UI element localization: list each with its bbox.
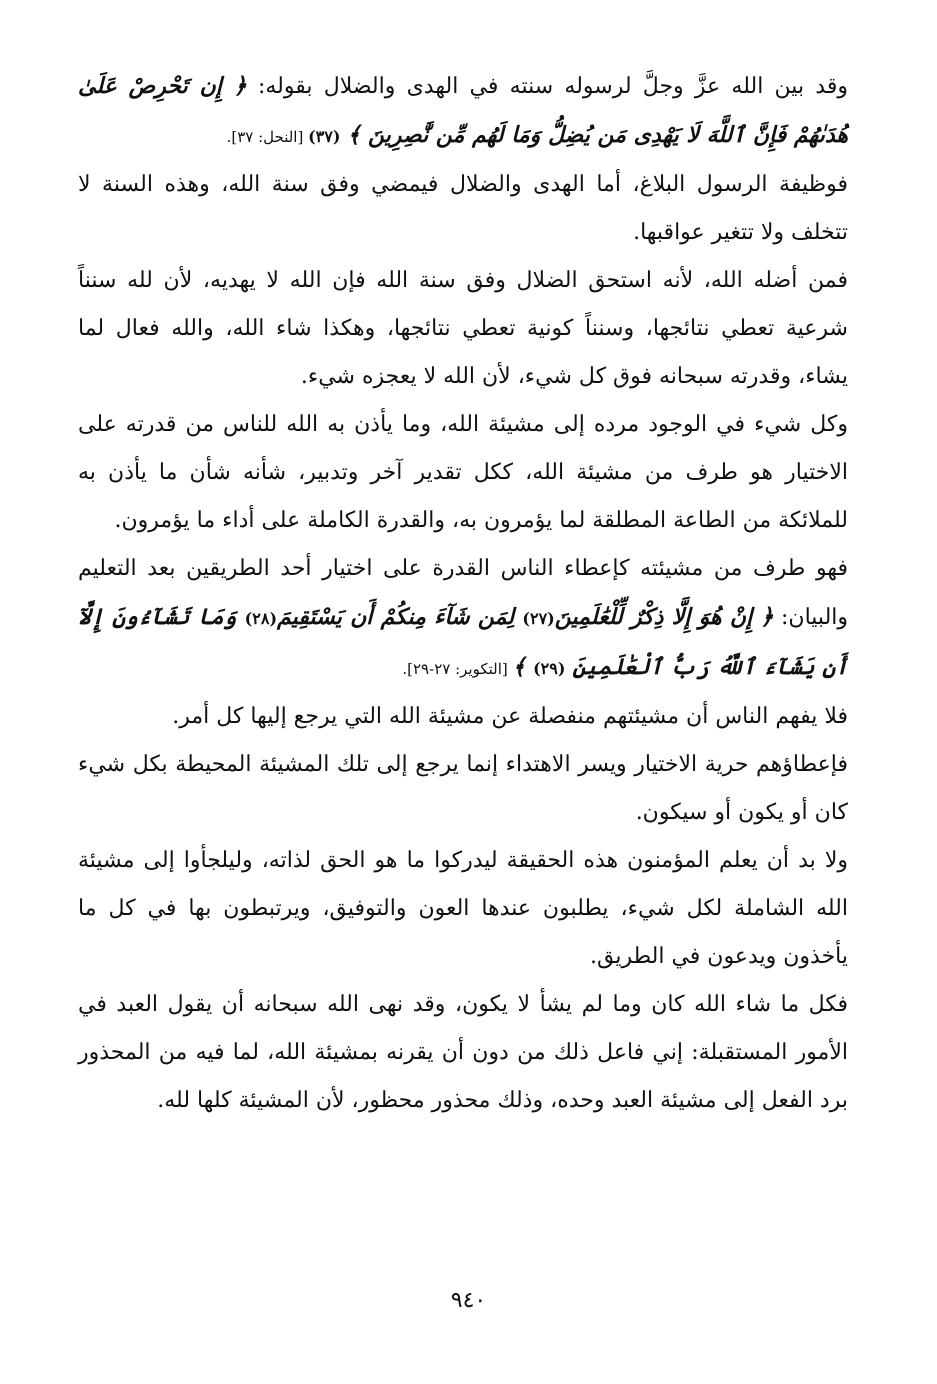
- verse-reference: [التكوير: ٢٧-٢٩].: [402, 660, 513, 678]
- page-number: ٩٤٠: [450, 1288, 487, 1313]
- paragraph-3: فمن أضله الله، لأنه استحق الضلال وفق سنة الله فإن الله لا يهديه، لأن لله سنناً شرعية تعطي نتائجها، وسنناً كونية تعطي نتائجها، وهكذا شاء الله، والله فعال لما يشاء، وقدرته سبحانه فوق كل شيء، لأن الله لا يعجزه شيء.: [78, 268, 848, 389]
- verse-reference: [النحل: ٣٧].: [226, 128, 309, 146]
- paragraph-1: [78, 62, 848, 161]
- paragraph-5-lead: فهو طرف من مشيئته كإعطاء الناس القدرة على اختيار أحد الطريقين بعد التعليم والبيان:: [78, 556, 849, 630]
- quran-verse-takwir-28: لِمَن شَآءَ مِنكُمْ أَن يَسْتَقِيمَ: [277, 604, 523, 630]
- paragraph-2: فوظيفة الرسول البلاغ، أما الهدى والضلال فيمضي وفق سنة الله، وهذه السنة لا تتخلف ولا تتغير عواقبها.: [78, 172, 848, 245]
- verse-number: (٢٧): [522, 609, 555, 628]
- page-body: [78, 62, 848, 1125]
- verse-number: (٢٨): [244, 609, 278, 628]
- quran-verse-takwir-27: ﴿ إِنْ هُوَ إِلَّا ذِكْرٌ لِّلْعَٰلَمِينَ: [554, 604, 774, 630]
- paragraph-9: فكل ما شاء الله كان وما لم يشأ لا يكون، وقد نهى الله سبحانه أن يقول العبد في الأمور المستقبلة: إني فاعل ذلك من دون أن يقرنه بمشيئة الله، لما فيه من المحذور برد الفعل إلى مشيئة العبد وحده، وذلك محذور محظور، لأن المشيئة كلها لله.: [78, 992, 848, 1113]
- verse-number: (٣٧): [308, 127, 341, 146]
- paragraph-7: فإعطاؤهم حرية الاختيار ويسر الاهتداء إنما يرجع إلى تلك المشيئة المحيطة بكل شيء كان أو يكون أو سيكون.: [78, 752, 848, 825]
- quran-verse-nahl: ﴿ إِن تَحْرِصْ عَلَىٰ هُدَىٰهُمْ فَإِنَّ ٱللَّهَ لَا يَهْدِى مَن يُضِلُّ وَمَا لَهُم مِّن نَّٰصِرِينَ ﴾: [78, 73, 848, 148]
- verse-number: (٢٩): [533, 659, 566, 678]
- paragraph-8: ولا بد أن يعلم المؤمنون هذه الحقيقة ليدركوا ما هو الحق لذاته، وليلجأوا إلى مشيئة الله الشاملة لكل شيء، يطلبون عندها العون والتوفيق، ويرتبطون بها في كل ما يأخذون ويدعون في الطريق.: [78, 848, 848, 969]
- paragraph-1-lead: وقد بين الله عزَّ وجلَّ لرسوله سنته في الهدى والضلال بقوله:: [246, 74, 848, 99]
- verse-close-bracket: ﴾: [512, 654, 534, 680]
- quran-verse-takwir-29: وَمَا تَشَآءُونَ إِلَّآ أَن يَشَآءَ ٱللَّهُ رَبُّ ٱلْعَٰلَمِينَ: [78, 604, 848, 680]
- paragraph-4: وكل شيء في الوجود مرده إلى مشيئة الله، وما يأذن به الله للناس من قدرته على الاختيار هو طرف من مشيئة الله، ككل تقدير آخر وتدبير، شأنه شأن ما يأذن به للملائكة من الطاعة المطلقة لما يؤمرون به، والقدرة الكاملة على أداء ما يؤمرون.: [78, 412, 848, 533]
- paragraph-5: [78, 545, 848, 693]
- paragraph-6: فلا يفهم الناس أن مشيئتهم منفصلة عن مشيئة الله التي يرجع إليها كل أمر.: [172, 704, 848, 729]
